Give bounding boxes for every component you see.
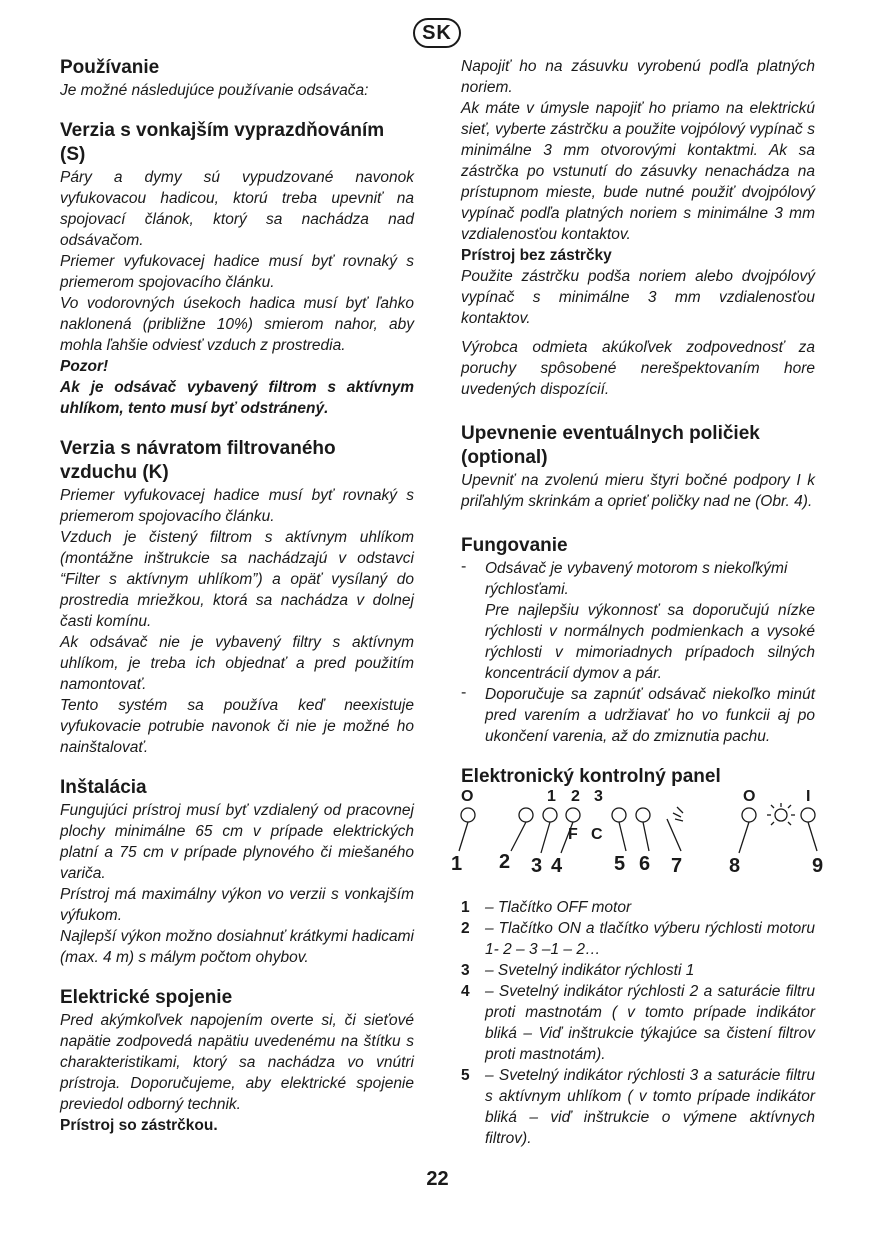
section-title-external: Verzia s vonkajším vyprazdňováním (S) <box>60 120 385 165</box>
panel-number: 9 <box>812 855 824 877</box>
panel-symbol: 2 <box>571 788 580 805</box>
panel-number: 5 <box>614 853 626 875</box>
list-item <box>461 918 815 960</box>
item-text: – Tlačítko ON a tlačítko výberu rýchlosti motoru 1- 2 – 3 –1 – 2… <box>485 920 815 958</box>
section-title-usage: Používanie <box>60 57 160 78</box>
dash-marker: - <box>461 684 467 701</box>
panel-symbol: 1 <box>547 788 556 805</box>
panel-label-c: C <box>591 826 603 843</box>
paragraph: Ak odsávač nie je vybavený filtry s aktívnym uhlíkom, je treba ich objednať a pred použitím namontovať. <box>60 634 414 693</box>
panel-number: 2 <box>499 851 511 873</box>
item-number: 3 <box>461 962 470 979</box>
item-text: – Tlačítko OFF motor <box>485 899 632 916</box>
paragraph: Je možné následujúce používanie odsávača: <box>60 82 369 99</box>
paragraph: Odsávač je vybavený motorom s niekoľkými rýchlosťami. <box>485 560 788 598</box>
section-title-operation: Fungovanie <box>461 535 568 556</box>
list-item <box>461 981 815 1065</box>
subheading-plug: Prístroj so zástrčkou. <box>60 1117 218 1134</box>
page-number: 22 <box>426 1168 449 1190</box>
list-item <box>461 897 815 918</box>
list-item <box>461 1065 815 1149</box>
paragraph: Vo vodorovných úsekoch hadica musí byť ľahko naklonená (približne 10%) smierom nahor, aby mohla ľahšie odviesť vzduch z prostredia. <box>60 295 414 354</box>
warning-label: Pozor! <box>60 358 109 375</box>
paragraph: Vzduch je čistený filtrom s aktívnym uhlíkom (montážne inštrukcie sa nachádzajú v odstavci “Filter s aktívnym uhlíkom”) a opäť vysílaný do prostredia mriežkou, ktorá sa nachádza v dolnej časti komínu. <box>60 529 414 630</box>
item-number: 1 <box>461 899 470 916</box>
paragraph: Upevniť na zvolenú mieru štyri bočné podpory I k priľahlým skrinkám a oprieť poličky nad ne (Obr. 4). <box>461 472 815 510</box>
panel-symbol: O <box>461 788 474 805</box>
item-text: – Svetelný indikátor rýchlosti 2 a saturácie filtru proti mastnotám ( v tomto prípade indikátor bliká – Viď inštrukcie týkajúce sa čistení filtrov proti mastnotám). <box>485 983 815 1063</box>
section-title-installation: Inštalácia <box>60 777 147 798</box>
paragraph: Pred akýmkoľvek napojením overte si, či sieťové napätie zodpovedá napätiu uvedenému na štítku s charakteristikami, ktorý sa nachádza vo vnútri prístroja. Doporučujeme, aby elektrické spojenie previedol odborný technik. <box>60 1012 414 1113</box>
panel-number: 8 <box>729 855 741 877</box>
panel-number: 7 <box>671 855 683 877</box>
section-title-shelves: Upevnenie eventuálnych poličiek (optional) <box>461 423 760 468</box>
paragraph: Ak máte v úmysle napojiť ho priamo na elektrickú sieť, vyberte zástrčku a použite vojpólový vypínač s minimálne 3 mm otvorovými kontaktmi. Ak sa zástrčka po vstunutí do zásuvky nenachádza na prístupnom mieste, bude nutné použiť dvojpólový vypínač podľa platných noriem s minimálne 3 mm vzdialenosťou kontaktov. <box>461 100 815 243</box>
item-number: 5 <box>461 1067 470 1084</box>
panel-number: 4 <box>551 855 563 877</box>
panel-number: 6 <box>639 853 651 875</box>
left-column <box>60 56 414 1136</box>
item-number: 4 <box>461 983 470 1000</box>
subheading-noplug: Prístroj bez zástrčky <box>461 247 612 264</box>
paragraph: Výrobca odmieta akúkoľvek zodpovednosť za poruchy spôsobené nerešpektovaním hore uvedených dispozícií. <box>461 339 815 398</box>
paragraph: Doporučuje sa zapnúť odsávač niekoľko minút pred varením a udržiavať ho vo funkcii aj po ukončení varenia, až do zmiznutia pachu. <box>485 686 815 745</box>
warning-text: Ak je odsávač vybavený filtrom s aktívnym uhlíkom, tento musí byť odstránený. <box>60 379 414 417</box>
paragraph: Páry a dymy sú vypudzované navonok vyfukovacou hadicou, ktorú treba upevniť na spojovací článok, ktorý sa nachádza nad odsávačom. <box>60 169 414 249</box>
panel-label-f: F <box>568 826 578 843</box>
paragraph: Fungujúci prístroj musí byť vzdialený od pracovnej plochy minimálne 65 cm v prípade elektrických platní a 75 cm v prípade plynového či miešaného variča. <box>60 802 414 882</box>
panel-legend <box>461 897 815 1149</box>
panel-symbol: I <box>806 788 811 805</box>
paragraph: Napojiť ho na zásuvku vyrobenú podľa platných noriem. <box>461 58 815 96</box>
right-column <box>451 56 824 1149</box>
paragraph: Pre najlepšiu výkonnosť sa doporučujú nízke rýchlosti v normálnych podmienkach a vysoké rýchlosti v mimoriadnych prípadoch silných koncentrácií dymov a pár. <box>485 602 815 682</box>
paragraph: Priemer vyfukovacej hadice musí byť rovnaký s priemerom spojovacího článku. <box>60 253 414 291</box>
dash-marker: - <box>461 558 467 575</box>
paragraph: Prístroj má maximálny výkon vo verzii s vonkajším výfukom. <box>60 886 414 924</box>
list-item <box>461 558 815 684</box>
panel-number: 1 <box>451 853 463 875</box>
paragraph: Tento systém sa používa keď neexistuje vyfukovacie potrubie navonok či nie je možné ho nainštalovať. <box>60 697 414 756</box>
item-text: – Svetelný indikátor rýchlosti 3 a saturácie filtru s aktívnym uhlíkom ( v tomto prípade indikátor bliká – viď inštrukcie o výmene aktívnych filtrov). <box>485 1067 815 1147</box>
panel-symbol: O <box>743 788 756 805</box>
panel-number: 3 <box>531 855 543 877</box>
list-item <box>461 960 815 981</box>
panel-symbol: 3 <box>594 788 603 805</box>
paragraph: Najlepší výkon možno dosiahnuť krátkymi hadicami (max. 4 m) s málym počtom ohybov. <box>60 928 414 966</box>
language-badge: SK <box>413 18 461 48</box>
section-title-panel: Elektronický kontrolný panel <box>461 766 721 787</box>
section-title-filter: Verzia s návratom filtrovaného vzduchu (K) <box>60 438 336 483</box>
paragraph: Priemer vyfukovacej hadice musí byť rovnaký s priemerom spojovacího článku. <box>60 487 414 525</box>
section-title-electrical: Elektrické spojenie <box>60 987 233 1008</box>
paragraph: Použite zástrčku podša noriem alebo dvojpólový vypínač s minimálne 3 mm vzdialenosťou kontaktov. <box>461 268 815 327</box>
control-panel-diagram <box>451 788 824 883</box>
list-item <box>461 684 815 747</box>
item-text: – Svetelný indikátor rýchlosti 1 <box>485 962 695 979</box>
item-number: 2 <box>461 920 470 937</box>
